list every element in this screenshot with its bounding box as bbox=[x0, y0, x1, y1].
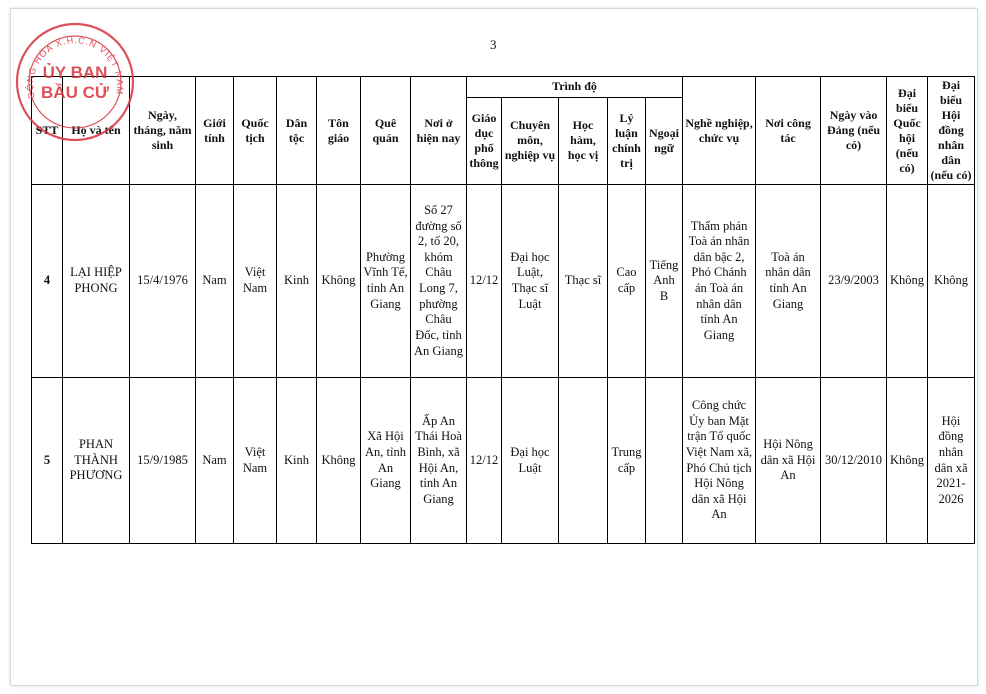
table-row bbox=[32, 378, 975, 544]
cell-ethnicity: Kinh bbox=[277, 378, 317, 544]
header-degree: Học hàm, học vị bbox=[559, 97, 608, 184]
cell-general-edu: 12/12 bbox=[467, 378, 502, 544]
cell-workplace: Hội Nông dân xã Hội An bbox=[756, 378, 821, 544]
cell-political: Trung cấp bbox=[608, 378, 646, 544]
cell-stt: 4 bbox=[32, 185, 63, 378]
cell-pc-delegate: Không bbox=[928, 185, 975, 378]
cell-degree bbox=[559, 378, 608, 544]
cell-hometown: Phường Vĩnh Tế, tỉnh An Giang bbox=[361, 185, 411, 378]
cell-language: Tiếng Anh B bbox=[646, 185, 683, 378]
cell-dob: 15/9/1985 bbox=[130, 378, 196, 544]
cell-nationality: Việt Nam bbox=[234, 378, 277, 544]
header-ethnicity: Dân tộc bbox=[277, 77, 317, 185]
header-specialty: Chuyên môn, nghiệp vụ bbox=[502, 97, 559, 184]
candidate-table bbox=[31, 76, 975, 544]
header-na-delegate: Đại biểu Quốc hội (nếu có) bbox=[887, 77, 928, 185]
header-qualification-group: Trình độ bbox=[467, 77, 683, 98]
stamp-ring-text: CỘNG HÒA X.H.C.N VIỆT NAM bbox=[24, 35, 126, 100]
cell-gender: Nam bbox=[196, 378, 234, 544]
cell-specialty: Đại học Luật bbox=[502, 378, 559, 544]
cell-political: Cao cấp bbox=[608, 185, 646, 378]
header-occupation: Nghề nghiệp, chức vụ bbox=[683, 77, 756, 185]
cell-religion: Không bbox=[317, 378, 361, 544]
cell-ethnicity: Kinh bbox=[277, 185, 317, 378]
cell-religion: Không bbox=[317, 185, 361, 378]
cell-residence: Số 27 đường số 2, tổ 20, khóm Châu Long 7, phường Châu Đốc, tỉnh An Giang bbox=[411, 185, 467, 378]
cell-general-edu: 12/12 bbox=[467, 185, 502, 378]
cell-nationality: Việt Nam bbox=[234, 185, 277, 378]
header-pc-delegate: Đại biểu Hội đồng nhân dân (nếu có) bbox=[928, 77, 975, 185]
header-stt: STT bbox=[32, 77, 63, 185]
header-political: Lý luận chính trị bbox=[608, 97, 646, 184]
cell-na-delegate: Không bbox=[887, 378, 928, 544]
stamp-line-1: ỦY BAN bbox=[42, 63, 108, 82]
cell-dob: 15/4/1976 bbox=[130, 185, 196, 378]
cell-party-date: 30/12/2010 bbox=[821, 378, 887, 544]
cell-workplace: Toà án nhân dân tỉnh An Giang bbox=[756, 185, 821, 378]
cell-gender: Nam bbox=[196, 185, 234, 378]
cell-name: PHAN THÀNH PHƯƠNG bbox=[63, 378, 130, 544]
cell-occupation: Công chức Ủy ban Mặt trận Tổ quốc Việt Nam xã, Phó Chủ tịch Hội Nông dân xã Hội An bbox=[683, 378, 756, 544]
header-religion: Tôn giáo bbox=[317, 77, 361, 185]
cell-occupation: Thẩm phán Toà án nhân dân bậc 2, Phó Chánh án Toà án nhân dân tỉnh An Giang bbox=[683, 185, 756, 378]
page-number: 3 bbox=[490, 37, 497, 52]
header-gender: Giới tính bbox=[196, 77, 234, 185]
header-party-date: Ngày vào Đảng (nếu có) bbox=[821, 77, 887, 185]
cell-pc-delegate: Hội đồng nhân dân xã 2021-2026 bbox=[928, 378, 975, 544]
cell-degree: Thạc sĩ bbox=[559, 185, 608, 378]
cell-specialty: Đại học Luật, Thạc sĩ Luật bbox=[502, 185, 559, 378]
table-row bbox=[32, 185, 975, 378]
header-nationality: Quốc tịch bbox=[234, 77, 277, 185]
cell-na-delegate: Không bbox=[887, 185, 928, 378]
header-dob: Ngày, tháng, năm sinh bbox=[130, 77, 196, 185]
cell-hometown: Xã Hội An, tỉnh An Giang bbox=[361, 378, 411, 544]
stamp-line-2: BẦU CỬ bbox=[41, 83, 109, 102]
header-name: Họ và tên bbox=[63, 77, 130, 185]
header-hometown: Quê quán bbox=[361, 77, 411, 185]
cell-stt: 5 bbox=[32, 378, 63, 544]
cell-party-date: 23/9/2003 bbox=[821, 185, 887, 378]
header-residence: Nơi ở hiện nay bbox=[411, 77, 467, 185]
header-workplace: Nơi công tác bbox=[756, 77, 821, 185]
cell-name: LẠI HIỆP PHONG bbox=[63, 185, 130, 378]
cell-residence: Ấp An Thái Hoà Bình, xã Hội An, tỉnh An Giang bbox=[411, 378, 467, 544]
cell-language bbox=[646, 378, 683, 544]
header-language: Ngoại ngữ bbox=[646, 97, 683, 184]
header-general-edu: Giáo dục phổ thông bbox=[467, 97, 502, 184]
